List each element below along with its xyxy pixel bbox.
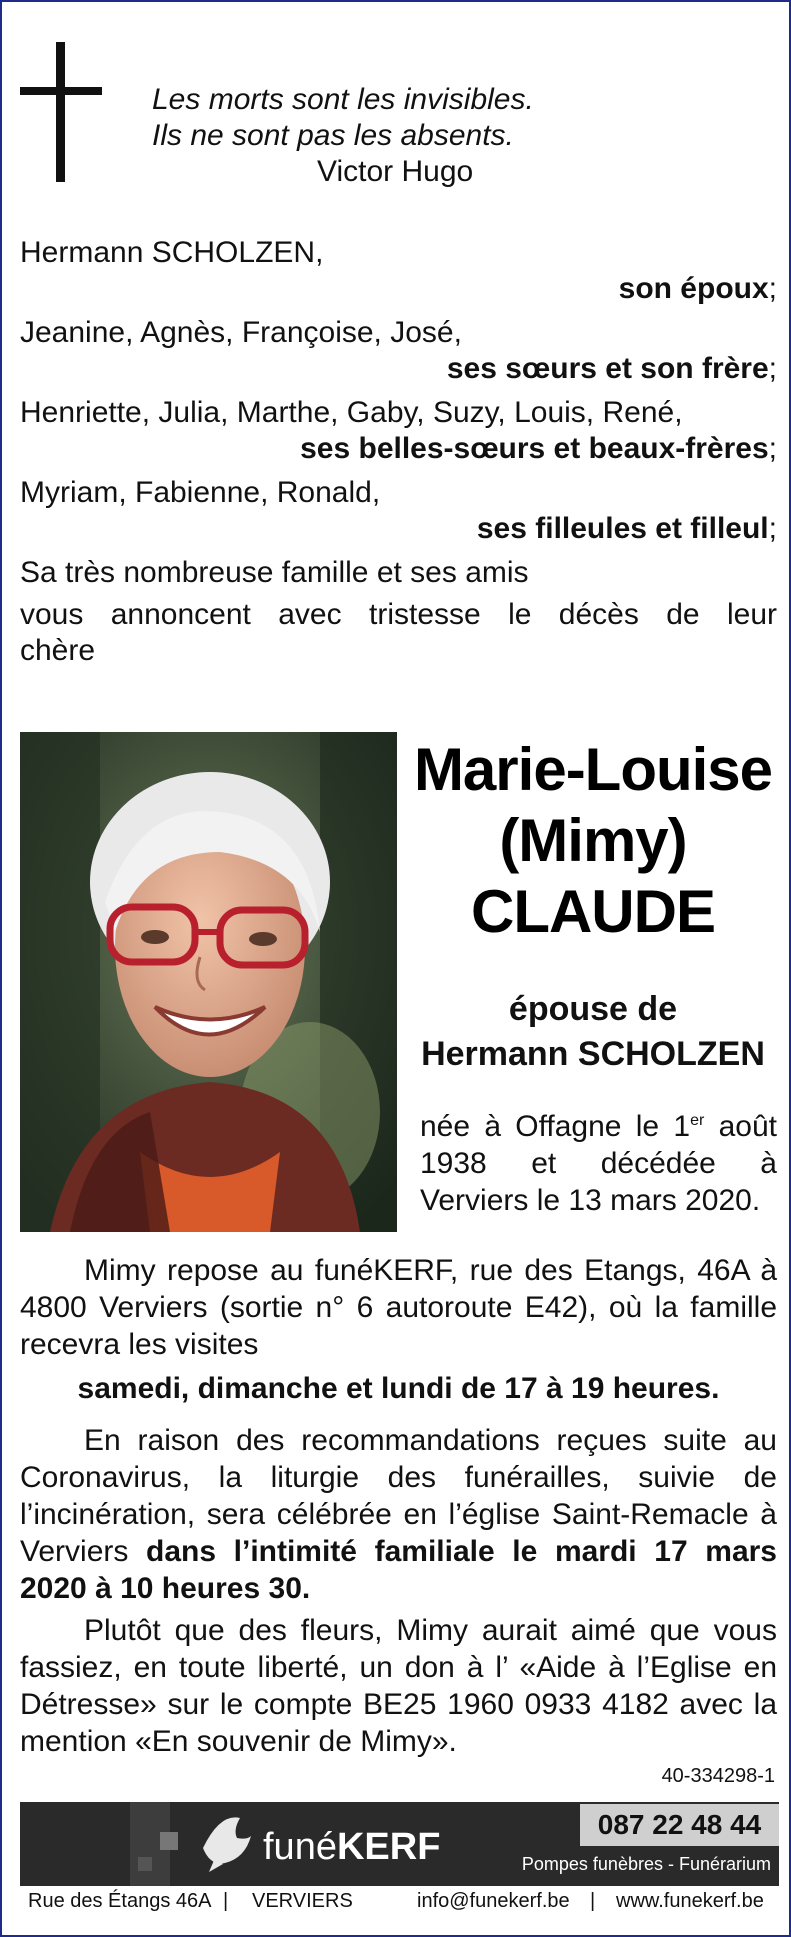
- liturgy-text: En raison des recommandations reçues suite au Coronavirus, la liturgie des funérailles, suivie de l’incinération, sera célébrée en l’église Saint-Remacle à Verviers dans l’intimité familiale le mardi 17 mars 2020 à 10 heures 30.: [20, 1424, 777, 1605]
- cross-icon: [56, 42, 65, 182]
- city: VERVIERS: [252, 1890, 353, 1912]
- deceased-nickname: (Mimy): [499, 807, 687, 874]
- family-relation: son époux;: [618, 272, 777, 305]
- visit-times: samedi, dimanche et lundi de 17 à 19 heures.: [77, 1372, 720, 1405]
- website-link[interactable]: www.funekerf.be: [616, 1890, 764, 1912]
- decor-square: [160, 1832, 178, 1850]
- spouse-name: Hermann SCHOLZEN: [421, 1035, 765, 1073]
- family-names: Hermann SCHOLZEN,: [20, 236, 324, 269]
- decor-square: [138, 1857, 152, 1871]
- announcement-line: vous annoncent avec tristesse le décès de leur: [20, 598, 777, 631]
- obituary-page: Les morts sont les invisibles. Ils ne sont pas les absents. Victor Hugo Hermann SCHOLZEN, son époux; Jeanine, Agnès, Françoise, José, ses sœurs et son frère; Henriette, Julia, Marthe, Gaby, Suzy, Louis, René, ses belles-sœurs et beaux-frères; Myriam, Fabienne, Ronald, ses filleules et filleul; Sa très nombreuse famille et ses amis vous annoncent avec tristesse le décès de leur chère Marie-Louise (Mimy) CLAUDE épouse de Hermann SCHOLZEN née à Offagne le 1er août 1938 et décédée à Verviers le 13 mars 2020. Mimy repose au funéKERF, rue des Etangs, 46A à 4800 Verviers (sortie n° 6 autoroute E42), où la famille recevra les visites samedi, dimanche et lundi de 17 à 19 heures. En raison des recommandations reçues suite au Coronavirus, la liturgie des funérailles, suivie de l’incinération, sera célébrée en l’église Saint-Remacle à Verviers dans l’intimité familiale le mardi 17 mars 2020 à 10 heures 30. Plutôt que des fleurs, Mimy aurait aimé que vous fassiez, en toute liberté, un don à l’ «Aide à l’Eglise en Détresse» sur le compte BE25 1960 0933 4182 avec la mention «En souvenir de Mimy». 40-334298-1 funéKERF 087 22 48 44 Pompes funèbres - Funérarium Rue des Étangs 46A | VERVIERS info@funekerf.be | www.funekerf.be: [0, 0, 791, 1937]
- quote-author: Victor Hugo: [317, 155, 474, 188]
- family-relation: ses sœurs et son frère;: [446, 352, 777, 385]
- deceased-first-name: Marie-Louise: [413, 736, 773, 803]
- cross-icon-bar: [20, 87, 102, 95]
- visit-text: Mimy repose au funéKERF, rue des Etangs, 46A à 4800 Verviers (sortie n° 6 autoroute E42), où la famille recevra les visites: [20, 1254, 777, 1361]
- family-names: Henriette, Julia, Marthe, Gaby, Suzy, Louis, René,: [20, 396, 683, 429]
- deceased-last-name: CLAUDE: [471, 878, 715, 945]
- portrait-photo: [20, 732, 397, 1232]
- family-names: Jeanine, Agnès, Françoise, José,: [20, 316, 462, 349]
- funeral-home-banner: [20, 1802, 779, 1886]
- birth-death-text: née à Offagne le 1er août 1938 et décédée à Verviers le 13 mars 2020.: [420, 1110, 777, 1217]
- tagline: Pompes funèbres - Funérarium: [521, 1854, 771, 1874]
- address: Rue des Étangs 46A: [28, 1890, 212, 1912]
- email-link[interactable]: info@funekerf.be: [417, 1890, 570, 1912]
- quote: [152, 82, 534, 154]
- family-names: Myriam, Fabienne, Ronald,: [20, 476, 381, 509]
- quote-line-2: Ils ne sont pas les absents.: [152, 119, 514, 152]
- quote-line-1: Les morts sont les invisibles.: [152, 83, 534, 116]
- portrait-illustration: [20, 732, 397, 1232]
- announcement-line: Sa très nombreuse famille et ses amis: [20, 556, 529, 589]
- reference-number: 40-334298-1: [661, 1765, 775, 1787]
- announcement-line: chère: [20, 634, 96, 667]
- dove-icon: [195, 1808, 255, 1878]
- spouse-label: épouse de: [508, 990, 678, 1028]
- donation-text: Plutôt que des fleurs, Mimy aurait aimé que vous fassiez, en toute liberté, un don à l’ «Aide à l’Eglise en Détresse» sur le compte BE25 1960 0933 4182 avec la mention «En souvenir de Mimy».: [20, 1614, 777, 1758]
- phone-number: 087 22 48 44: [580, 1804, 779, 1846]
- family-relation: ses filleules et filleul;: [476, 512, 777, 545]
- family-list: [20, 235, 777, 669]
- family-relation: ses belles-sœurs et beaux-frères;: [300, 432, 777, 465]
- brand-logo: funéKERF: [263, 1826, 441, 1868]
